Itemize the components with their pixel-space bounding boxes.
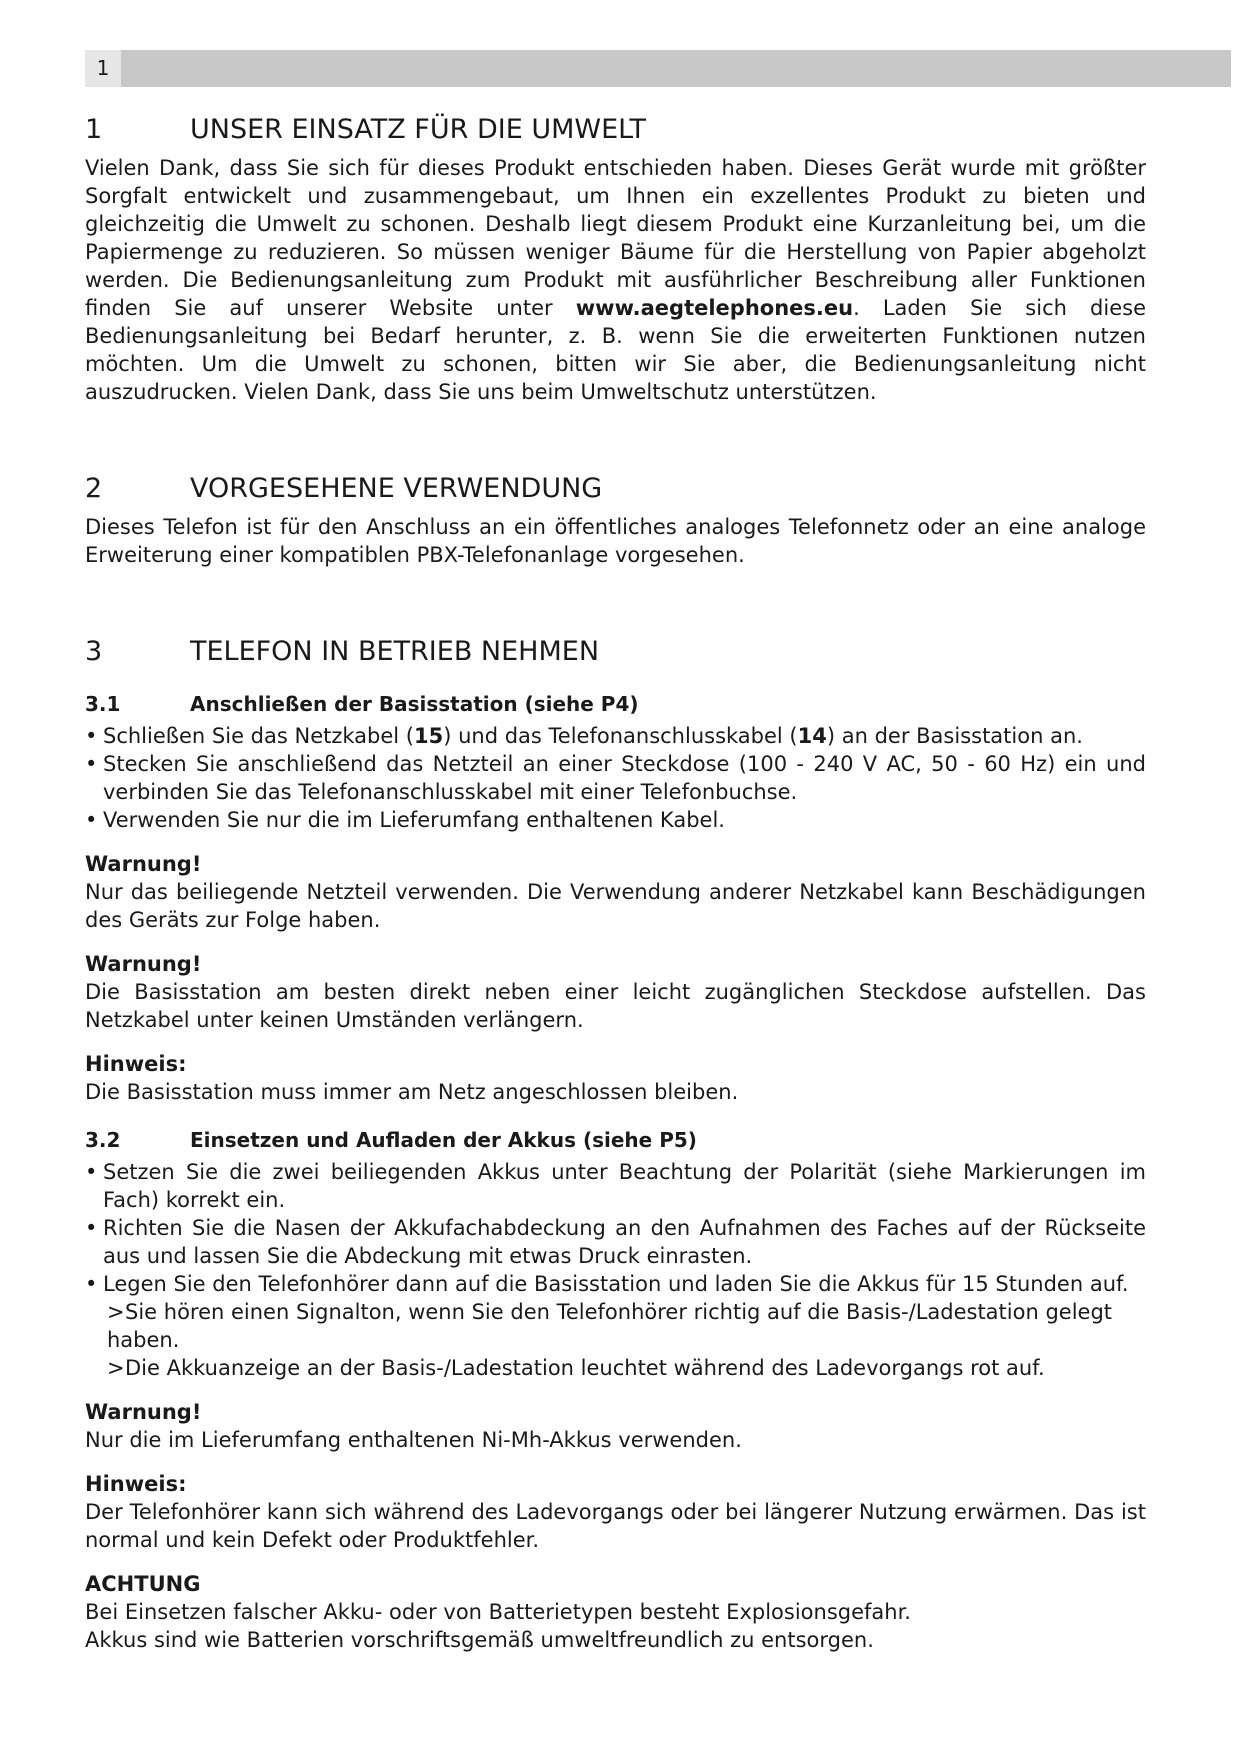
note-text: Akkus sind wie Batterien vorschriftsgemäß umweltfreundlich zu entsorgen. (85, 1628, 874, 1652)
text: Schließen Sie das Netzkabel ( (103, 724, 414, 748)
section-title: TELEFON IN BETRIEB NEHMEN (190, 636, 600, 667)
section-3 (85, 634, 1146, 1654)
result-arrow: > (107, 1356, 125, 1380)
text: Vielen Dank, dass Sie sich für dieses Produkt entschieden haben. Dieses Gerät wurde mit größter Sorgfalt entwickelt und zusammengebaut, um Ihnen ein exzellentes Produkt zu bieten und gleichzeitig die Umwelt zu schonen. Deshalb liegt diesem Produkt eine Kurzanleitung bei, um die Papiermenge zu reduzieren. So müssen weniger Bäume für die Herstellung von Papier abgeholzt werden. Die Bedienungsanleitung zum Produkt mit ausführlicher Beschreibung aller Funktionen finden Sie auf unserer Website unter (85, 156, 1146, 320)
list-item: • Richten Sie die Nasen der Akkufachabdeckung an den Aufnahmen des Faches auf der Rückseite aus und lassen Sie die Abdeckung mit etwas Druck einrasten. (85, 1214, 1146, 1270)
bullet-list (85, 1158, 1146, 1298)
text: . Laden Sie sich diese Bedienungsanleitung bei Bedarf herunter, z. B. wenn Sie die erweiterten Funktionen nutzen möchten. Um die Umwelt zu schonen, bitten wir Sie aber, die Bedienungsanleitung nicht auszudrucken. Vielen Dank, dass Sie uns beim Umweltschutz unterstützen. (85, 296, 1146, 404)
caution-note (85, 1570, 1146, 1654)
website-link[interactable]: www.aegtelephones.eu (575, 296, 854, 320)
section-number: 1 (85, 114, 103, 145)
list-item: • Setzen Sie die zwei beiliegenden Akkus unter Beachtung der Polarität (siehe Markierungen im Fach) korrekt ein. (85, 1158, 1146, 1214)
list-item: • Legen Sie den Telefonhörer dann auf die Basisstation und laden Sie die Akkus für 15 Stunden auf. (85, 1270, 1146, 1298)
section-2 (85, 471, 1146, 569)
subsection-title: Einsetzen und Aufladen der Akkus (siehe P5) (190, 1128, 697, 1152)
warning-note (85, 950, 1146, 1034)
note-text: Die Basisstation muss immer am Netz angeschlossen bleiben. (85, 1080, 739, 1104)
list-item (85, 722, 1146, 750)
note-text: Der Telefonhörer kann sich während des Ladevorgangs oder bei längerer Nutzung erwärmen. Das ist normal und kein Defekt oder Produktfehler. (85, 1500, 1146, 1552)
result-text: Die Akkuanzeige an der Basis-/Ladestation leuchtet während des Ladevorgangs rot auf. (125, 1356, 1045, 1380)
note-text: Nur die im Lieferumfang enthaltenen Ni-Mh-Akkus verwenden. (85, 1428, 742, 1452)
hint-note (85, 1050, 1146, 1106)
section-number: 3 (85, 636, 103, 667)
note-label: Warnung! (85, 952, 202, 976)
section-heading (85, 112, 1146, 148)
subsection-number: 3.1 (85, 692, 121, 716)
section-number: 2 (85, 473, 103, 504)
text: ) an der Basisstation an. (826, 724, 1083, 748)
note-text: Bei Einsetzen falscher Akku- oder von Batterietypen besteht Explosionsgefahr. (85, 1600, 911, 1624)
section-heading (85, 471, 1146, 507)
list-item: • Verwenden Sie nur die im Lieferumfang enthaltenen Kabel. (85, 806, 1146, 834)
paragraph: Dieses Telefon ist für den Anschluss an ein öffentliches analoges Telefonnetz oder an eine analoge Erweiterung einer kompatiblen PBX-Telefonanlage vorgesehen. (85, 515, 1146, 567)
result-line (85, 1354, 1146, 1382)
paragraph (85, 154, 1146, 406)
note-label: Warnung! (85, 1400, 202, 1424)
section-heading (85, 634, 1146, 670)
subsection-3-1 (85, 690, 1146, 1106)
note-label: Hinweis: (85, 1472, 187, 1496)
part-number: 14 (797, 724, 827, 748)
list-item: • Stecken Sie anschließend das Netzteil an einer Steckdose (100 - 240 V AC, 50 - 60 Hz) ein und verbinden Sie das Telefonanschlusskabel mit einer Telefonbuchse. (85, 750, 1146, 806)
note-label: Hinweis: (85, 1052, 187, 1076)
note-text: Nur das beiliegende Netzteil verwenden. Die Verwendung anderer Netzkabel kann Beschädigungen des Geräts zur Folge haben. (85, 880, 1146, 932)
warning-note (85, 850, 1146, 934)
subsection-3-2 (85, 1126, 1146, 1654)
bullet-list (85, 722, 1146, 834)
hint-note (85, 1470, 1146, 1554)
subsection-heading (85, 1126, 1146, 1154)
result-text: Sie hören einen Signalton, wenn Sie den Telefonhörer richtig auf die Basis-/Ladestation gelegt haben. (107, 1300, 1113, 1352)
note-label: Warnung! (85, 852, 202, 876)
section-title: UNSER EINSATZ FÜR DIE UMWELT (190, 114, 646, 145)
part-number: 15 (413, 724, 444, 748)
subsection-heading (85, 690, 1146, 718)
page-header-bar (85, 50, 1231, 87)
subsection-number: 3.2 (85, 1128, 121, 1152)
note-text: Die Basisstation am besten direkt neben einer leicht zugänglichen Steckdose aufstellen. Das Netzkabel unter keinen Umständen verlängern. (85, 980, 1146, 1032)
document-body (85, 112, 1146, 1654)
text: ) und das Telefonanschlusskabel ( (443, 724, 798, 748)
page-number: 1 (85, 50, 121, 87)
warning-note (85, 1398, 1146, 1454)
result-arrow: > (107, 1300, 125, 1324)
subsection-title: Anschließen der Basisstation (siehe P4) (190, 692, 639, 716)
result-line (85, 1298, 1146, 1354)
section-title: VORGESEHENE VERWENDUNG (190, 473, 603, 504)
section-1 (85, 112, 1146, 406)
note-label: ACHTUNG (85, 1572, 201, 1596)
